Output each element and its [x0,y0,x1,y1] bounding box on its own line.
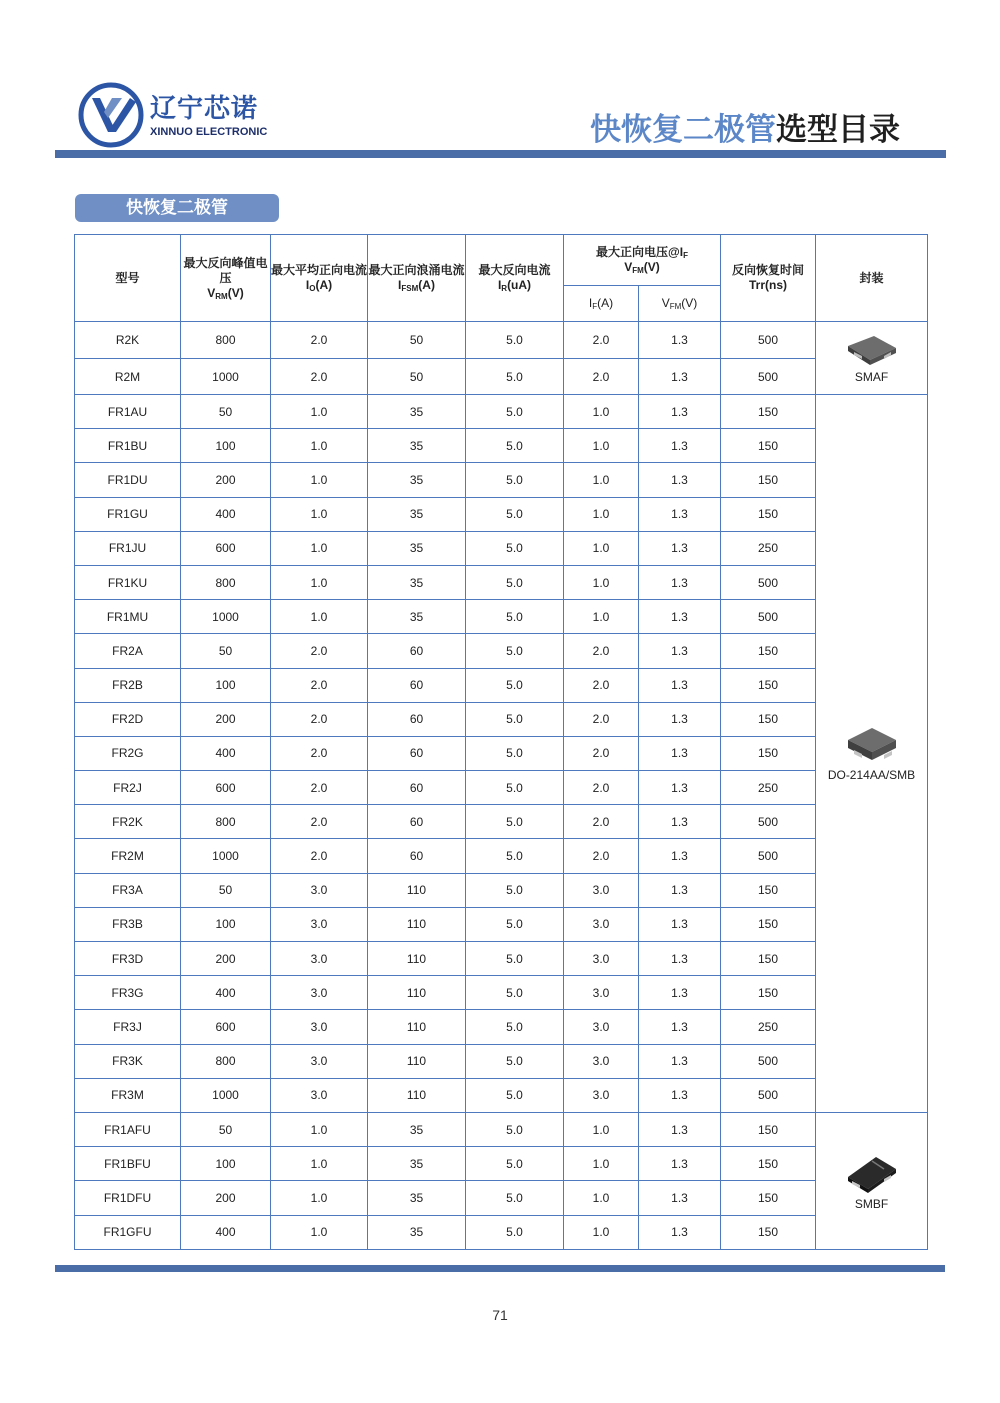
package-label: SMAF [854,370,889,384]
cell-if: 3.0 [564,976,639,1010]
cell-vrm: 50 [181,395,271,429]
header-divider [55,150,946,158]
cell-vrm: 200 [181,1181,271,1215]
smbf-package-icon [816,1151,927,1195]
cell-trr: 150 [721,463,816,497]
cell-model: FR2B [75,668,181,702]
cell-vrm: 200 [181,702,271,736]
cell-ifsm: 60 [368,805,466,839]
cell-vfm: 1.3 [639,873,721,907]
cell-model: FR3A [75,873,181,907]
cell-vrm: 1000 [181,1078,271,1112]
cell-vrm: 50 [181,1112,271,1146]
cell-ir: 5.0 [466,839,564,873]
cell-vfm: 1.3 [639,359,721,395]
cell-if: 1.0 [564,463,639,497]
cell-trr: 250 [721,531,816,565]
header-if-sub: $I_F(A)$ [564,286,639,322]
cell-io: 1.0 [271,565,368,599]
smaf-package-icon [816,332,927,368]
cell-vfm: 1.3 [639,395,721,429]
table-row [75,942,928,976]
header-ifsm: 最大正向浪涌电流 $I_{FSM}(A)$ [368,235,466,322]
cell-model: FR1KU [75,565,181,599]
cell-ifsm: 35 [368,1181,466,1215]
cell-ifsm: 60 [368,839,466,873]
selection-table [74,234,928,1250]
cell-if: 2.0 [564,839,639,873]
cell-io: 2.0 [271,702,368,736]
cell-vfm: 1.3 [639,805,721,839]
cell-model: R2K [75,322,181,359]
header-package: 封装 [816,235,928,322]
cell-model: FR1BFU [75,1147,181,1181]
cell-if: 1.0 [564,565,639,599]
cell-trr: 150 [721,497,816,531]
cell-ir: 5.0 [466,1112,564,1146]
cell-vfm: 1.3 [639,839,721,873]
cell-if: 1.0 [564,497,639,531]
table-row [75,395,928,429]
cell-vfm: 1.3 [639,1181,721,1215]
cell-vrm: 200 [181,942,271,976]
cell-vrm: 1000 [181,600,271,634]
cell-trr: 150 [721,873,816,907]
smb-package-icon [816,724,927,766]
cell-if: 2.0 [564,322,639,359]
cell-vfm: 1.3 [639,1044,721,1078]
cell-trr: 150 [721,1112,816,1146]
cell-io: 1.0 [271,1147,368,1181]
cell-ir: 5.0 [466,976,564,1010]
cell-ir: 5.0 [466,907,564,941]
cell-if: 2.0 [564,771,639,805]
cell-ifsm: 110 [368,976,466,1010]
cell-if: 1.0 [564,531,639,565]
cell-model: FR3D [75,942,181,976]
cell-ifsm: 60 [368,634,466,668]
cell-vfm: 1.3 [639,1112,721,1146]
cell-if: 1.0 [564,1181,639,1215]
table-row [75,565,928,599]
table-row [75,839,928,873]
logo-chinese-name: 辽宁芯诺 [150,94,259,124]
cell-trr: 150 [721,907,816,941]
cell-io: 3.0 [271,976,368,1010]
cell-model: FR1GU [75,497,181,531]
cell-if: 1.0 [564,1215,639,1249]
cell-package [816,1112,928,1249]
table-row [75,1215,928,1249]
cell-trr: 500 [721,839,816,873]
cell-io: 2.0 [271,736,368,770]
cell-ir: 5.0 [466,395,564,429]
cell-io: 2.0 [271,839,368,873]
cell-ifsm: 110 [368,1078,466,1112]
cell-trr: 150 [721,429,816,463]
cell-vfm: 1.3 [639,702,721,736]
table-row [75,668,928,702]
cell-model: FR2A [75,634,181,668]
cell-ir: 5.0 [466,1010,564,1044]
cell-if: 1.0 [564,395,639,429]
cell-vrm: 1000 [181,839,271,873]
cell-ifsm: 60 [368,736,466,770]
cell-model: FR1JU [75,531,181,565]
cell-if: 2.0 [564,634,639,668]
cell-vrm: 800 [181,565,271,599]
table-row [75,805,928,839]
cell-vrm: 400 [181,736,271,770]
cell-model: FR1AU [75,395,181,429]
cell-if: 1.0 [564,1112,639,1146]
cell-io: 3.0 [271,1044,368,1078]
cell-ir: 5.0 [466,463,564,497]
cell-if: 3.0 [564,873,639,907]
cell-trr: 150 [721,1147,816,1181]
table-row [75,600,928,634]
cell-model: FR1DFU [75,1181,181,1215]
page-title-part1: 快恢复二极管 [590,112,776,148]
cell-vfm: 1.3 [639,497,721,531]
cell-vfm: 1.3 [639,322,721,359]
page-title [590,104,900,149]
cell-trr: 500 [721,1044,816,1078]
cell-trr: 500 [721,1078,816,1112]
table-row [75,771,928,805]
table-row [75,702,928,736]
cell-if: 3.0 [564,907,639,941]
header-ir: 最大反向电流 $I_R(uA)$ [466,235,564,322]
cell-ir: 5.0 [466,565,564,599]
cell-ifsm: 60 [368,771,466,805]
cell-vfm: 1.3 [639,736,721,770]
cell-vrm: 600 [181,1010,271,1044]
header-vrm: 最大反向峰值电压 $V_{RM}(V)$ [181,235,271,322]
package-label: SMBF [854,1196,889,1211]
cell-vrm: 100 [181,907,271,941]
cell-ir: 5.0 [466,702,564,736]
cell-trr: 150 [721,976,816,1010]
table-row [75,1181,928,1215]
cell-vfm: 1.3 [639,942,721,976]
cell-model: FR2G [75,736,181,770]
cell-vrm: 800 [181,805,271,839]
cell-vrm: 600 [181,531,271,565]
cell-if: 3.0 [564,942,639,976]
header-vfm-sub: $V_{FM}(V)$ [639,286,721,322]
table-row [75,1078,928,1112]
cell-ir: 5.0 [466,1215,564,1249]
cell-ifsm: 60 [368,668,466,702]
cell-io: 3.0 [271,1078,368,1112]
table-row [75,736,928,770]
cell-io: 1.0 [271,1215,368,1249]
package-label: DO-214AA/SMB [827,768,916,783]
cell-trr: 500 [721,805,816,839]
cell-trr: 500 [721,565,816,599]
cell-trr: 500 [721,600,816,634]
table-row [75,1044,928,1078]
cell-io: 2.0 [271,359,368,395]
cell-ir: 5.0 [466,322,564,359]
cell-vfm: 1.3 [639,976,721,1010]
cell-model: FR2K [75,805,181,839]
cell-ir: 5.0 [466,429,564,463]
cell-ifsm: 35 [368,1147,466,1181]
cell-if: 3.0 [564,1044,639,1078]
cell-ifsm: 110 [368,942,466,976]
cell-vfm: 1.3 [639,1215,721,1249]
cell-model: FR3J [75,1010,181,1044]
cell-vrm: 200 [181,463,271,497]
cell-model: FR2M [75,839,181,873]
cell-io: 1.0 [271,600,368,634]
cell-ir: 5.0 [466,497,564,531]
cell-model: R2M [75,359,181,395]
cell-ir: 5.0 [466,1044,564,1078]
table-row [75,429,928,463]
table-row [75,322,928,359]
cell-trr: 500 [721,322,816,359]
cell-io: 3.0 [271,873,368,907]
cell-vrm: 100 [181,429,271,463]
cell-vfm: 1.3 [639,907,721,941]
cell-vrm: 100 [181,1147,271,1181]
cell-model: FR3B [75,907,181,941]
company-logo [78,82,278,148]
cell-trr: 150 [721,736,816,770]
cell-trr: 250 [721,1010,816,1044]
cell-ifsm: 110 [368,1010,466,1044]
cell-ifsm: 35 [368,1112,466,1146]
cell-ifsm: 35 [368,429,466,463]
cell-vfm: 1.3 [639,429,721,463]
cell-model: FR1BU [75,429,181,463]
cell-vrm: 400 [181,976,271,1010]
cell-ifsm: 35 [368,1215,466,1249]
cell-vrm: 400 [181,1215,271,1249]
section-tab: 快恢复二极管 [75,194,279,222]
cell-vfm: 1.3 [639,600,721,634]
cell-vrm: 800 [181,1044,271,1078]
cell-vrm: 50 [181,634,271,668]
cell-model: FR3G [75,976,181,1010]
xinnuo-logo-icon [78,82,144,148]
cell-ifsm: 35 [368,600,466,634]
cell-model: FR1AFU [75,1112,181,1146]
cell-trr: 150 [721,1181,816,1215]
header-vf: 最大正向电压$@I_F$ $V_{FM}(V)$ [564,235,721,286]
page-number: 71 [492,1307,508,1323]
cell-package [816,322,928,395]
cell-io: 3.0 [271,1010,368,1044]
cell-ir: 5.0 [466,359,564,395]
cell-vfm: 1.3 [639,1010,721,1044]
cell-vfm: 1.3 [639,634,721,668]
cell-vfm: 1.3 [639,1078,721,1112]
cell-vrm: 100 [181,668,271,702]
cell-model: FR2J [75,771,181,805]
cell-trr: 500 [721,359,816,395]
cell-ir: 5.0 [466,771,564,805]
cell-ir: 5.0 [466,1078,564,1112]
cell-ifsm: 110 [368,873,466,907]
table-row [75,497,928,531]
cell-ir: 5.0 [466,873,564,907]
cell-if: 1.0 [564,600,639,634]
cell-if: 2.0 [564,736,639,770]
cell-if: 2.0 [564,668,639,702]
cell-ir: 5.0 [466,805,564,839]
cell-io: 1.0 [271,463,368,497]
cell-io: 2.0 [271,805,368,839]
cell-io: 2.0 [271,668,368,702]
cell-io: 1.0 [271,429,368,463]
cell-vfm: 1.3 [639,463,721,497]
table-row [75,634,928,668]
cell-model: FR1MU [75,600,181,634]
cell-io: 2.0 [271,322,368,359]
cell-vfm: 1.3 [639,668,721,702]
cell-ifsm: 50 [368,322,466,359]
cell-io: 1.0 [271,531,368,565]
header-io: 最大平均正向电流 $I_O(A)$ [271,235,368,322]
table-row [75,463,928,497]
cell-ir: 5.0 [466,531,564,565]
cell-if: 1.0 [564,1147,639,1181]
header-trr: 反向恢复时间 Trr(ns) [721,235,816,322]
cell-io: 1.0 [271,1181,368,1215]
cell-ir: 5.0 [466,1147,564,1181]
cell-trr: 150 [721,1215,816,1249]
table-row [75,976,928,1010]
cell-io: 1.0 [271,395,368,429]
cell-if: 2.0 [564,359,639,395]
table-row [75,1010,928,1044]
cell-io: 3.0 [271,907,368,941]
cell-io: 2.0 [271,771,368,805]
cell-vfm: 1.3 [639,565,721,599]
cell-io: 1.0 [271,497,368,531]
table-row [75,1147,928,1181]
cell-vfm: 1.3 [639,1147,721,1181]
cell-ifsm: 110 [368,1044,466,1078]
logo-english-name: XINNUO ELECTRONIC [150,126,268,138]
cell-trr: 150 [721,395,816,429]
cell-ir: 5.0 [466,942,564,976]
cell-if: 3.0 [564,1078,639,1112]
cell-model: FR1DU [75,463,181,497]
cell-ir: 5.0 [466,634,564,668]
cell-io: 2.0 [271,634,368,668]
cell-model: FR3K [75,1044,181,1078]
cell-vrm: 800 [181,322,271,359]
cell-ir: 5.0 [466,736,564,770]
cell-vrm: 1000 [181,359,271,395]
cell-trr: 150 [721,634,816,668]
cell-model: FR1GFU [75,1215,181,1249]
cell-ir: 5.0 [466,1181,564,1215]
cell-io: 3.0 [271,942,368,976]
table-row [75,873,928,907]
cell-if: 3.0 [564,1010,639,1044]
cell-vfm: 1.3 [639,531,721,565]
table-row [75,531,928,565]
cell-vfm: 1.3 [639,771,721,805]
cell-ifsm: 35 [368,497,466,531]
cell-if: 2.0 [564,702,639,736]
cell-io: 1.0 [271,1112,368,1146]
table-row [75,907,928,941]
page-title-part2: 选型目录 [776,112,900,148]
cell-package [816,395,928,1113]
cell-vrm: 400 [181,497,271,531]
cell-ifsm: 35 [368,531,466,565]
cell-ir: 5.0 [466,600,564,634]
cell-trr: 150 [721,668,816,702]
cell-vrm: 600 [181,771,271,805]
table-row [75,359,928,395]
cell-model: FR3M [75,1078,181,1112]
cell-trr: 150 [721,942,816,976]
cell-ifsm: 50 [368,359,466,395]
cell-ifsm: 35 [368,395,466,429]
cell-ifsm: 110 [368,907,466,941]
footer-divider [55,1265,945,1272]
cell-ir: 5.0 [466,668,564,702]
cell-trr: 150 [721,702,816,736]
cell-ifsm: 35 [368,463,466,497]
table-row [75,1112,928,1146]
cell-trr: 250 [721,771,816,805]
cell-if: 2.0 [564,805,639,839]
cell-if: 1.0 [564,429,639,463]
cell-vrm: 50 [181,873,271,907]
table-body [75,322,928,1250]
cell-ifsm: 60 [368,702,466,736]
header-model: 型号 [75,235,181,322]
cell-ifsm: 35 [368,565,466,599]
cell-model: FR2D [75,702,181,736]
